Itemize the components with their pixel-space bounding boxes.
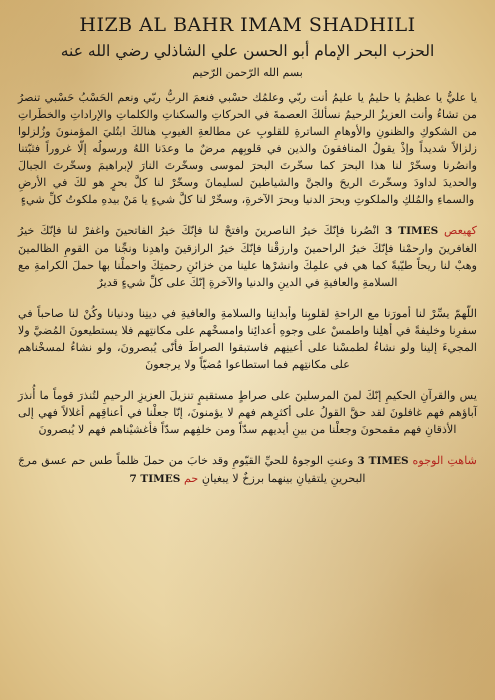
- paragraph-5: [18, 452, 477, 488]
- paragraph-5-text: وعنتِ الوجوهُ للحيِّ القيّومِ وقد خابَ من حملَ ظلماً طس حم عسق مرجَ البحرينِ يلتقيانِ بينهما برزخٌ لا يبغيانِ: [18, 454, 366, 485]
- paragraph-4: يس والقرآنِ الحكيمِ إنّكَ لمنَ المرسلينَ على صراطٍ مستقيمٍ تنزيلَ العزيزِ الرحيمِ لتُنذرَ قوماً ما أُنذرَ آباؤهم فهم غافلونَ لقد حقَّ القولُ على أكثرِهم فهم لا يؤمنونَ، إنّا جعلْنا في أعناقِهم أغلالاً فهي إلى الأذقانِ فهم مقمحونَ وجعلْنا من بينِ أيديهم سدّاً ومن خلفِهم سدّاً فأغشيْناهم فهم لا يُبصرونَ: [18, 389, 477, 436]
- page-title-english: HIZB AL BAHR IMAM SHADHILI: [79, 14, 416, 36]
- paragraph-3: اللّهمّ يسِّرْ لنا أمورَنا مع الراحةِ لقلوبِنا وأبدانِنا والسلامةِ والعافيةِ في دينِنا ودنيانا وكُنْ لنا صاحباً في سفرِنا وخليفةً في أهلِنا واطمسْ على وجوهِ أعدائِنا وامسخْهم على مكانتِهم فلا يستطيعونَ المُضيَّ ولا المجيءَ إلينا ولو نشاءُ لطمسْنا على أعينِهم فاستبقوا الصراطَ فأنّى يُبصرونَ، ولو نشاءُ لمسخْناهم على مكانتِهم فما استطاعوا مُضيّاً ولا يرجعونَ: [18, 307, 477, 371]
- red-phrase-shahat-al-wujuh: شاهتِ الوجوه: [412, 454, 477, 467]
- repeat-count-label: 3 TIMES: [357, 455, 409, 467]
- red-letters-ha-mim: حم: [183, 472, 199, 485]
- basmala: بسم الله الرّحمن الرّحيم: [192, 66, 303, 79]
- paragraph-2-text: انْصُرنا فإنّكَ خيرُ الناصرينَ وافتحْ لنا فإنّكَ خيرُ الفاتحينَ واغفرْ لنا فإنّكَ خيرُ الغافرينَ وارحمْنا فإنّكَ خيرُ الراحمينَ وارزقْنا فإنّكَ خيرُ الرازقينَ واهدِنا ونجِّنا من القومِ الظالمينَ وهبْ لنا ريحاً طيّبةً كما هي في علمِكَ وانشرْها علينا من خزائنِ رحمتِكَ واحملْنا بها حملَ الكرامةِ مع السلامةِ والعافيةِ في الدينِ والدنيا والآخرةِ إنّكَ على كلِّ شيءٍ قديرٌ: [18, 224, 477, 289]
- red-letters-kaf-ha-ya-ain-sad: كهيعص: [444, 224, 477, 237]
- paragraph-1: يا عليُّ يا عظيمُ يا حليمُ يا عليمُ أنت ربّي وعلمُك حسْبي فنعمَ الربُّ ربّي ونعم الحَسْبُ حَسْبي تنصرُ من تشاءُ وأنت العزيزُ الرحيمُ نسألكَ العصمةَ في الحركاتِ والسكناتِ والكلماتِ والإراداتِ والخطَراتِ من الشكوكِ والظنونِ والأوهامِ الساترةِ للقلوبِ عن مطالعةِ الغيوبِ هنالكَ ابتُليَ المؤمنونَ وزُلزلوا زلزالاً شديداً وإذْ يقولُ المنافقونَ والذين في قلوبِهم مرضٌ ما وعدَنا اللهُ ورسولُه إلّا غروراً فثبّتنا وانصُرنا وسخّرْ لنا هذا البحرَ كما سخّرتَ البحرَ لموسى وسخّرتَ النارَ لإبراهيمَ وسخّرتَ الجبالَ والحديدَ لداودَ وسخّرتَ الريحَ والجنَّ والشياطينَ لسليمانَ وسخّرْ لنا كلَّ بحرٍ هو لكَ في الأرضِ والسماءِ والمُلكِ والملكوتِ وبحرَ الدنيا وبحرَ الآخرةِ، وسخّرْ لنا كلَّ شيءٍ يا مَنْ بيدهِ ملكوتُ كلِّ شيءٍ: [18, 91, 477, 206]
- paragraph-2: [18, 222, 477, 291]
- repeat-count-label: 7 TIMES: [129, 473, 181, 485]
- repeat-count-label: 3 TIMES: [385, 225, 439, 237]
- page-title-arabic: الحزب البحر الإمام أبو الحسن علي الشاذلي رضي الله عنه: [60, 42, 435, 60]
